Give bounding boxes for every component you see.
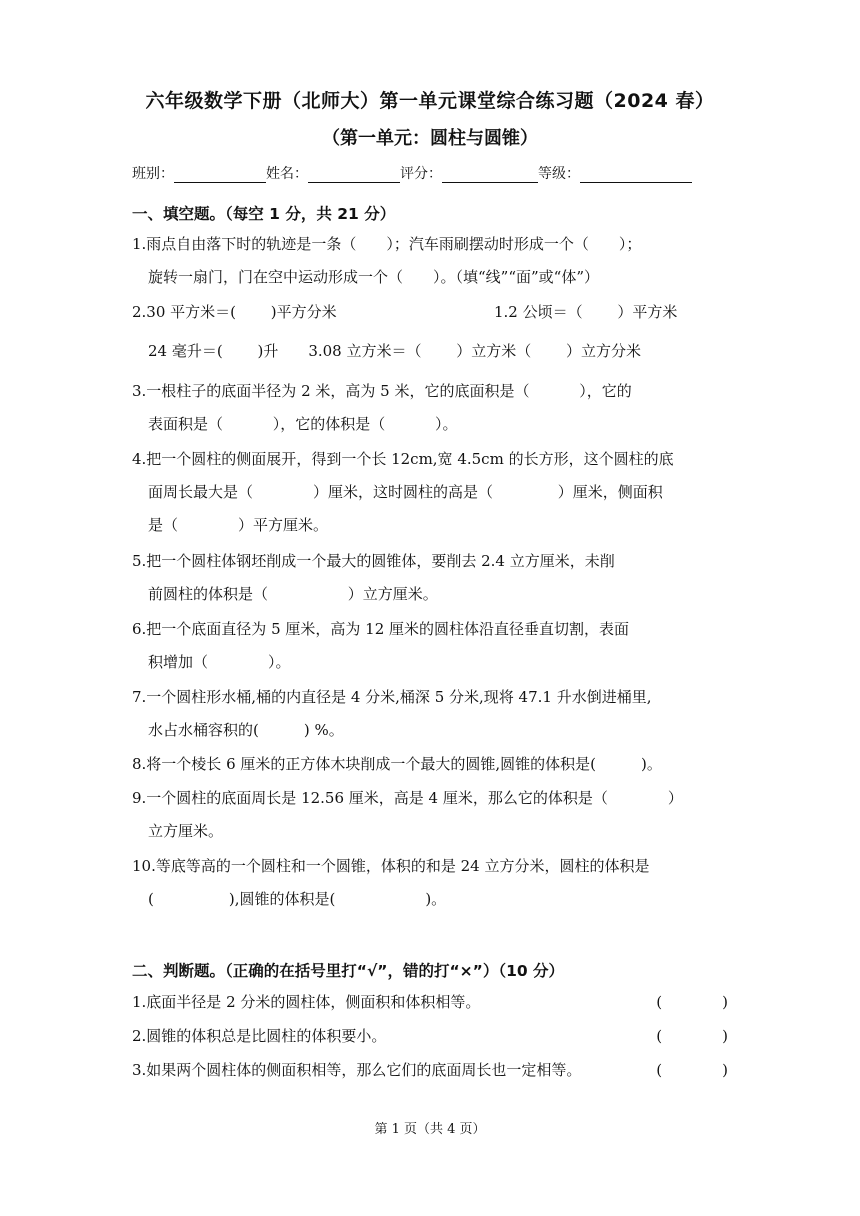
question-1 (132, 228, 641, 294)
question-3-line-1: 3.一根柱子的底面半径为 2 米，高为 5 米，它的底面积是（ ），它的 (132, 382, 632, 400)
judge-item-2 (132, 1025, 728, 1046)
judge-item-2-answer-bracket[interactable]: ( ) (656, 1027, 728, 1045)
question-2-line-1 (132, 296, 678, 329)
question-7 (132, 681, 651, 747)
question-3 (132, 375, 632, 441)
question-6-line-2: 积增加（ ）。 (148, 653, 291, 671)
question-4 (132, 443, 674, 542)
question-2-part-b: 1.2 公顷＝（ ）平方米 (494, 303, 678, 321)
class-label: 班别： (132, 166, 174, 182)
question-9 (132, 782, 683, 848)
section1-heading: 一、填空题。（每空 1 分，共 21 分） (132, 205, 396, 223)
judge-item-1-text: 1.底面半径是 2 分米的圆柱体，侧面积和体积相等。 (132, 993, 481, 1011)
student-info-row (132, 163, 732, 183)
question-4-line-1: 4.把一个圆柱的侧面展开，得到一个长 12cm,宽 4.5cm 的长方形，这个圆柱的底 (132, 450, 674, 468)
section2-heading: 二、判断题。（正确的在括号里打“√”，错的打“×”）（10 分） (132, 962, 565, 980)
judge-item-1-answer-bracket[interactable]: ( ) (656, 993, 728, 1011)
question-2 (132, 296, 678, 368)
judge-item-2-text: 2.圆锥的体积总是比圆柱的体积要小。 (132, 1027, 387, 1045)
page-title: 六年级数学下册（北师大）第一单元课堂综合练习题（2024 春） (145, 90, 715, 112)
question-10 (132, 850, 649, 916)
grade-label: 等级： (538, 166, 580, 182)
grade-blank[interactable] (580, 168, 692, 183)
question-7-line-2: 水占水桶容积的( ) %。 (148, 721, 344, 739)
question-6-line-1: 6.把一个底面直径为 5 厘米，高为 12 厘米的圆柱体沿直径垂直切割，表面 (132, 620, 630, 638)
score-blank[interactable] (442, 168, 538, 183)
question-1-line-2: 旋转一扇门，门在空中运动形成一个（ ）。（填“线”“面”或“体”） (148, 268, 600, 286)
question-5-line-1: 5.把一个圆柱体钢坯削成一个最大的圆锥体，要削去 2.4 立方厘米，未削 (132, 552, 615, 570)
page-subtitle: （第一单元：圆柱与圆锥） (322, 128, 538, 149)
question-3-line-2: 表面积是（ ），它的体积是（ ）。 (148, 415, 458, 433)
question-2-line-2: 24 毫升＝( )升 3.08 立方米＝（ ）立方米（ ）立方分米 (148, 342, 642, 360)
question-2-part-a: 2.30 平方米＝( )平方分米 (132, 303, 337, 321)
name-blank[interactable] (308, 168, 400, 183)
question-4-line-3: 是（ ）平方厘米。 (148, 516, 329, 534)
question-8 (132, 748, 662, 781)
name-label: 姓名： (266, 166, 308, 182)
question-6 (132, 613, 629, 679)
question-1-line-1: 1.雨点自由落下时的轨迹是一条（ ）；汽车雨刷摆动时形成一个（ ）； (132, 235, 642, 253)
question-5 (132, 545, 615, 611)
question-10-line-1: 10.等底等高的一个圆柱和一个圆锥，体积的和是 24 立方分米，圆柱的体积是 (132, 857, 650, 875)
judge-item-1 (132, 991, 728, 1012)
judge-item-3 (132, 1059, 728, 1080)
judge-item-3-answer-bracket[interactable]: ( ) (656, 1061, 728, 1079)
class-blank[interactable] (174, 168, 266, 183)
page-footer: 第 1 页（共 4 页） (374, 1122, 486, 1137)
question-10-line-2: ( ),圆锥的体积是( )。 (148, 890, 447, 908)
question-9-line-1: 9.一个圆柱的底面周长是 12.56 厘米，高是 4 厘米，那么它的体积是（ ） (132, 789, 683, 807)
score-label: 评分： (400, 166, 442, 182)
question-4-line-2: 面周长最大是（ ）厘米，这时圆柱的高是（ ）厘米，侧面积 (148, 483, 663, 501)
question-7-line-1: 7.一个圆柱形水桶,桶的内直径是 4 分米,桶深 5 分米,现将 47.1 升水倒进桶里, (132, 688, 652, 706)
question-9-line-2: 立方厘米。 (148, 822, 224, 840)
question-8-line-1: 8.将一个棱长 6 厘米的正方体木块削成一个最大的圆锥,圆锥的体积是( )。 (132, 755, 662, 773)
judge-item-3-text: 3.如果两个圆柱体的侧面积相等，那么它们的底面周长也一定相等。 (132, 1061, 582, 1079)
question-5-line-2: 前圆柱的体积是（ ）立方厘米。 (148, 585, 438, 603)
